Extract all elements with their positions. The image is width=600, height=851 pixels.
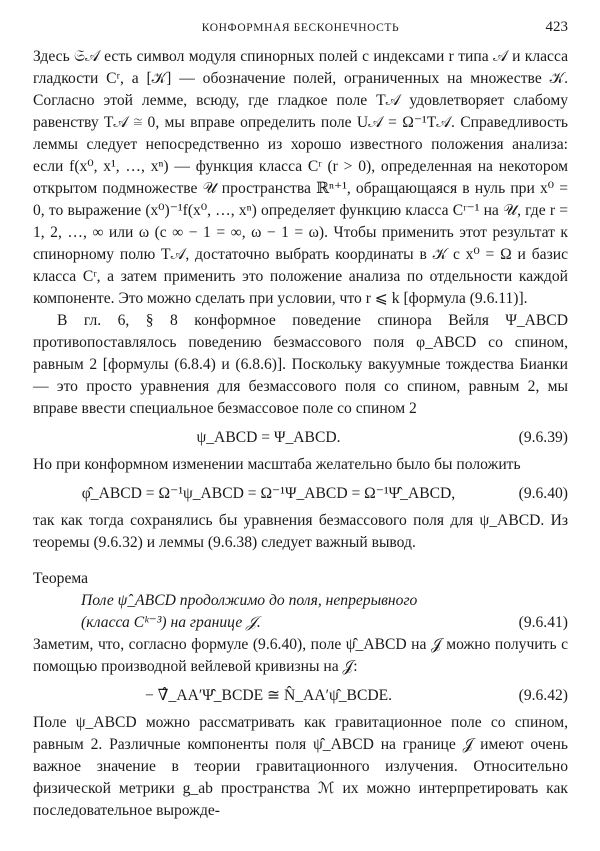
theorem-text: Поле ψ̂_ABCD продолжимо до поля, непрерывного: [81, 592, 418, 609]
paragraph: Заметим, что, согласно формуле (9.6.40), поле ψ̂_ABCD на 𝒥 можно получить с помощью производной вейлевой кривизны на 𝒥:: [33, 636, 568, 675]
page-body: [33, 46, 568, 822]
paragraph: Здесь 𝔖𝒜 есть символ модуля спинорных полей с индексами r типа 𝒜 и класса гладкости Cʳ, а [𝒦] — обозначение полей, ограниченных на множестве 𝒦. Согласно этой лемме, всюду, где гладкое поле T𝒜 удовлетворяет слабому равенству T𝒜 ≅ 0, мы вправе определить поле U𝒜 = Ω⁻¹T𝒜. Справедливость леммы следует непосредственно из хорошо известного положения анализа: если f(x⁰, x¹, …, xⁿ) — функция класса Cʳ (r > 0), определенная на некотором открытом подмножестве 𝒰 пространства ℝⁿ⁺¹, обращающаяся в нуль при x⁰ = 0, то выражение (x⁰)⁻¹f(x⁰, …, xⁿ) определяет функцию класса Cʳ⁻¹ на 𝒰, где r = 1, 2, …, ∞ или ω (с ∞ − 1 = ∞, ω − 1 = ω). Чтобы применить этот результат к спинорному полю T𝒜, достаточно выбрать координаты в 𝒦 с x⁰ = Ω и базис класса Cʳ, а затем применить это положение анализа по отдельности каждой компоненте. Это можно сделать при условии, что r ⩽ k [формула (9.6.11)].: [33, 48, 568, 307]
paragraph: Поле ψ_ABCD можно рассматривать как гравитационное поле со спином, равным 2. Различные компоненты поля ψ̂_ABCD на границе 𝒥 имеют очень важное значение в теории гравитационного излучения. Относительно физической метрики g_ab пространства ℳ их можно интерпретировать как последовательное вырожде-: [33, 714, 568, 819]
paragraph: так как тогда сохранялись бы уравнения безмассового поля для ψ_ABCD. Из теоремы (9.6.32) и леммы (9.6.38) следует важный вывод.: [33, 512, 568, 551]
page-number: 423: [545, 19, 568, 35]
equation-number: (9.6.42): [518, 687, 568, 704]
paragraph: Но при конформном изменении масштаба желательно было бы положить: [33, 456, 521, 473]
theorem-line: [81, 590, 568, 612]
equation-number: (9.6.41): [518, 614, 568, 631]
page: [33, 18, 568, 822]
equation-number: (9.6.40): [518, 485, 568, 502]
running-title: КОНФОРМНАЯ БЕСКОНЕЧНОСТЬ: [201, 22, 400, 34]
equation-formula: − ∇̂_AA′Ψ̂_BCDE ≅ N̂_AA′ψ̂_BCDE.: [144, 687, 393, 704]
equation-number: (9.6.39): [518, 429, 568, 446]
running-header: [33, 18, 568, 40]
equation-formula: ψ_ABCD = Ψ_ABCD.: [196, 429, 341, 446]
theorem-line: [81, 612, 568, 634]
paragraph: В гл. 6, § 8 конформное поведение спинора Вейля Ψ_ABCD противопоставлялось поведению безмассового поля φ_ABCD со спином, равным 2 [формулы (6.8.4) и (6.8.6)]. Поскольку вакуумные тождества Бианки — это просто уравнения для безмассового поля со спином, равным 2, мы вправе ввести специальное безмассовое поле со спином 2: [33, 312, 568, 417]
equation-9-6-40: [33, 483, 568, 507]
theorem-heading: Теорема: [33, 570, 89, 587]
theorem-statement: [81, 590, 568, 634]
equation-formula: φ̂_ABCD = Ω⁻¹ψ_ABCD = Ω⁻¹Ψ_ABCD = Ω⁻¹Ψ̂_ABCD,: [81, 485, 456, 502]
theorem-text: (класса Cᵏ⁻³) на границе 𝒥.: [81, 614, 261, 631]
equation-9-6-42: [33, 685, 568, 709]
equation-9-6-39: [33, 427, 568, 451]
